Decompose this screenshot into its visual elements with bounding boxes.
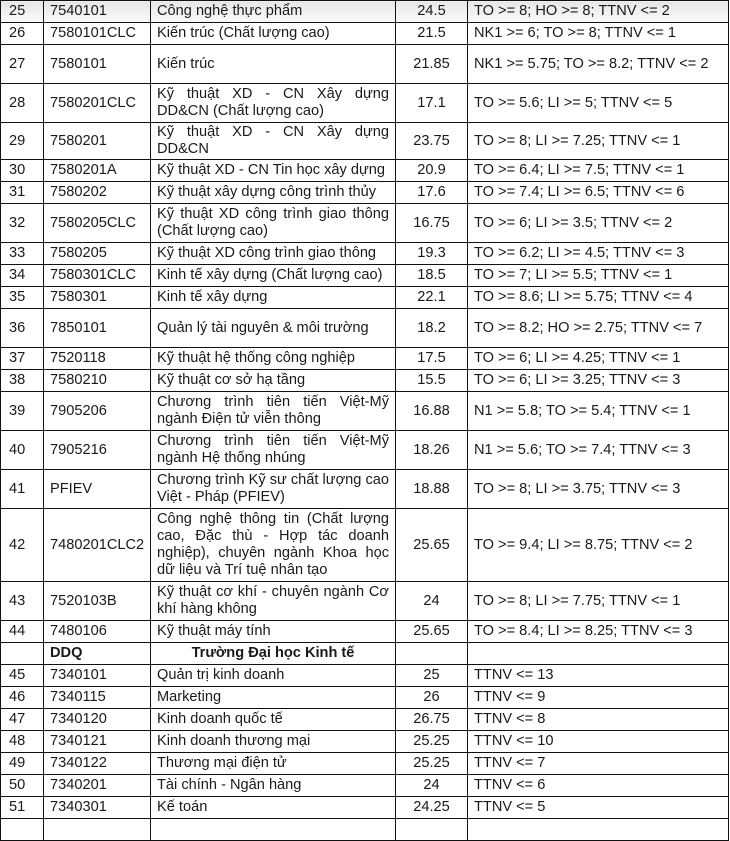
row-number: 35 (1, 287, 44, 309)
tie-break-criteria: TTNV <= 13 (468, 665, 729, 687)
table-row (1, 731, 729, 753)
row-number: 28 (1, 84, 44, 123)
table-row (1, 431, 729, 470)
major-code: 7340120 (44, 709, 151, 731)
table-row (1, 45, 729, 84)
table-row (1, 204, 729, 243)
row-number: 25 (1, 1, 44, 23)
table-row (1, 775, 729, 797)
tie-break-criteria: TO >= 8; HO >= 8; TTNV <= 2 (468, 1, 729, 23)
table-row (1, 687, 729, 709)
cutoff-score: 25.25 (396, 731, 468, 753)
tie-break-criteria (468, 643, 729, 665)
table-row (1, 509, 729, 582)
cutoff-score: 25 (396, 665, 468, 687)
cutoff-score: 16.75 (396, 204, 468, 243)
major-code: 7905206 (44, 392, 151, 431)
tie-break-criteria: TO >= 7; LI >= 5.5; TTNV <= 1 (468, 265, 729, 287)
table-row (1, 392, 729, 431)
tie-break-criteria: TO >= 6.4; LI >= 7.5; TTNV <= 1 (468, 160, 729, 182)
major-code: 7340122 (44, 753, 151, 775)
row-number: 39 (1, 392, 44, 431)
tie-break-criteria: TO >= 8; LI >= 7.25; TTNV <= 1 (468, 123, 729, 160)
table-row (1, 709, 729, 731)
major-name: Kỹ thuật XD công trình giao thông (151, 243, 396, 265)
tie-break-criteria: TO >= 9.4; LI >= 8.75; TTNV <= 2 (468, 509, 729, 582)
table-row (1, 348, 729, 370)
cutoff-score: 26 (396, 687, 468, 709)
tie-break-criteria: TTNV <= 10 (468, 731, 729, 753)
row-number (1, 819, 44, 841)
row-number: 36 (1, 309, 44, 348)
cutoff-score: 24 (396, 775, 468, 797)
major-code: 7580201CLC (44, 84, 151, 123)
cutoff-score: 17.6 (396, 182, 468, 204)
major-name: Kinh tế xây dựng (151, 287, 396, 309)
tie-break-criteria: TTNV <= 7 (468, 753, 729, 775)
tie-break-criteria: NK1 >= 6; TO >= 8; TTNV <= 1 (468, 23, 729, 45)
table-row (1, 84, 729, 123)
major-code: 7580205 (44, 243, 151, 265)
row-number: 46 (1, 687, 44, 709)
tie-break-criteria: TO >= 6.2; LI >= 4.5; TTNV <= 3 (468, 243, 729, 265)
row-number: 30 (1, 160, 44, 182)
tie-break-criteria: TO >= 6; LI >= 4.25; TTNV <= 1 (468, 348, 729, 370)
major-code: 7520118 (44, 348, 151, 370)
major-code: 7580301CLC (44, 265, 151, 287)
row-number: 50 (1, 775, 44, 797)
tie-break-criteria: TTNV <= 5 (468, 797, 729, 819)
table-row (1, 621, 729, 643)
table-row (1, 287, 729, 309)
major-name: Quản lý tài nguyên & môi trường (151, 309, 396, 348)
major-name: Kỹ thuật hệ thống công nghiệp (151, 348, 396, 370)
tie-break-criteria: TO >= 6; LI >= 3.5; TTNV <= 2 (468, 204, 729, 243)
row-number: 32 (1, 204, 44, 243)
row-number: 37 (1, 348, 44, 370)
major-name: Kỹ thuật cơ sở hạ tầng (151, 370, 396, 392)
major-name: Chương trình tiên tiến Việt-Mỹ ngành Điện tử viễn thông (151, 392, 396, 431)
table-row-partial (1, 819, 729, 841)
school-name: Trường Đại học Kinh tế (151, 643, 396, 665)
tie-break-criteria: TTNV <= 8 (468, 709, 729, 731)
row-number: 27 (1, 45, 44, 84)
major-code (44, 819, 151, 841)
tie-break-criteria (468, 819, 729, 841)
row-number: 49 (1, 753, 44, 775)
major-name: Kinh doanh quốc tế (151, 709, 396, 731)
major-code: PFIEV (44, 470, 151, 509)
tie-break-criteria: TO >= 8; LI >= 3.75; TTNV <= 3 (468, 470, 729, 509)
table-row (1, 1, 729, 23)
major-code: 7520103B (44, 582, 151, 621)
tie-break-criteria: TO >= 5.6; LI >= 5; TTNV <= 5 (468, 84, 729, 123)
major-name: Chương trình Kỹ sư chất lượng cao Việt - Pháp (PFIEV) (151, 470, 396, 509)
tie-break-criteria: TO >= 6; LI >= 3.25; TTNV <= 3 (468, 370, 729, 392)
major-code: 7580202 (44, 182, 151, 204)
major-name: Quản trị kinh doanh (151, 665, 396, 687)
row-number: 44 (1, 621, 44, 643)
school-code: DDQ (44, 643, 151, 665)
major-name: Kỹ thuật cơ khí - chuyên ngành Cơ khí hàng không (151, 582, 396, 621)
major-code: 7580101 (44, 45, 151, 84)
major-name: Kỹ thuật XD công trình giao thông (Chất lượng cao) (151, 204, 396, 243)
major-name: Kiến trúc (151, 45, 396, 84)
table-row (1, 370, 729, 392)
row-number: 43 (1, 582, 44, 621)
major-code: 7340121 (44, 731, 151, 753)
major-code: 7340301 (44, 797, 151, 819)
tie-break-criteria: TTNV <= 6 (468, 775, 729, 797)
major-name: Thương mại điện tử (151, 753, 396, 775)
cutoff-score: 17.1 (396, 84, 468, 123)
cutoff-score: 21.85 (396, 45, 468, 84)
major-code: 7580210 (44, 370, 151, 392)
major-code: 7850101 (44, 309, 151, 348)
cutoff-score: 23.75 (396, 123, 468, 160)
major-name: Kỹ thuật máy tính (151, 621, 396, 643)
cutoff-score: 18.88 (396, 470, 468, 509)
table-row (1, 309, 729, 348)
tie-break-criteria: TO >= 8.6; LI >= 5.75; TTNV <= 4 (468, 287, 729, 309)
major-name: Kinh tế xây dựng (Chất lượng cao) (151, 265, 396, 287)
cutoff-score: 18.26 (396, 431, 468, 470)
major-code: 7580201 (44, 123, 151, 160)
tie-break-criteria: N1 >= 5.8; TO >= 5.4; TTNV <= 1 (468, 392, 729, 431)
cutoff-score: 16.88 (396, 392, 468, 431)
tie-break-criteria: NK1 >= 5.75; TO >= 8.2; TTNV <= 2 (468, 45, 729, 84)
major-name: Công nghệ thông tin (Chất lượng cao, Đặc thù - Hợp tác doanh nghiệp), chuyên ngành Khoa học dữ liệu và Trí tuệ nhân tạo (151, 509, 396, 582)
major-code: 7480201CLC2 (44, 509, 151, 582)
major-code: 7540101 (44, 1, 151, 23)
row-number: 51 (1, 797, 44, 819)
cutoff-score (396, 643, 468, 665)
major-code: 7905216 (44, 431, 151, 470)
major-name: Tài chính - Ngân hàng (151, 775, 396, 797)
major-name: Kiến trúc (Chất lượng cao) (151, 23, 396, 45)
table-row (1, 265, 729, 287)
tie-break-criteria: N1 >= 5.6; TO >= 7.4; TTNV <= 3 (468, 431, 729, 470)
major-name: Công nghệ thực phẩm (151, 1, 396, 23)
tie-break-criteria: TO >= 8; LI >= 7.75; TTNV <= 1 (468, 582, 729, 621)
major-name: Marketing (151, 687, 396, 709)
row-number (1, 643, 44, 665)
table-row (1, 582, 729, 621)
cutoff-score: 25.65 (396, 509, 468, 582)
cutoff-score (396, 819, 468, 841)
major-code: 7340201 (44, 775, 151, 797)
cutoff-score: 24 (396, 582, 468, 621)
major-name: Chương trình tiên tiến Việt-Mỹ ngành Hệ thống nhúng (151, 431, 396, 470)
major-code: 7580205CLC (44, 204, 151, 243)
major-name: Kỹ thuật XD - CN Xây dựng DD&CN (151, 123, 396, 160)
tie-break-criteria: TO >= 8.2; HO >= 2.75; TTNV <= 7 (468, 309, 729, 348)
row-number: 42 (1, 509, 44, 582)
table-row (1, 182, 729, 204)
cutoff-score: 21.5 (396, 23, 468, 45)
cutoff-score: 26.75 (396, 709, 468, 731)
row-number: 34 (1, 265, 44, 287)
cutoff-score: 20.9 (396, 160, 468, 182)
cutoff-score: 19.3 (396, 243, 468, 265)
table-row (1, 665, 729, 687)
tie-break-criteria: TO >= 7.4; LI >= 6.5; TTNV <= 6 (468, 182, 729, 204)
major-code: 7340101 (44, 665, 151, 687)
major-code: 7340115 (44, 687, 151, 709)
major-code: 7580301 (44, 287, 151, 309)
major-name: Kinh doanh thương mại (151, 731, 396, 753)
row-number: 38 (1, 370, 44, 392)
major-name: Kế toán (151, 797, 396, 819)
row-number: 45 (1, 665, 44, 687)
row-number: 47 (1, 709, 44, 731)
major-name (151, 819, 396, 841)
major-code: 7580201A (44, 160, 151, 182)
table-row (1, 470, 729, 509)
cutoff-score: 25.65 (396, 621, 468, 643)
major-code: 7580101CLC (44, 23, 151, 45)
table-row (1, 160, 729, 182)
cutoff-score: 24.5 (396, 1, 468, 23)
row-number: 40 (1, 431, 44, 470)
cutoff-score: 18.5 (396, 265, 468, 287)
row-number: 31 (1, 182, 44, 204)
section-header-row (1, 643, 729, 665)
cutoff-score: 24.25 (396, 797, 468, 819)
tie-break-criteria: TTNV <= 9 (468, 687, 729, 709)
major-name: Kỹ thuật xây dựng công trình thủy (151, 182, 396, 204)
cutoff-score: 15.5 (396, 370, 468, 392)
table-row (1, 123, 729, 160)
cutoff-score: 18.2 (396, 309, 468, 348)
table-row (1, 797, 729, 819)
row-number: 29 (1, 123, 44, 160)
table-row (1, 243, 729, 265)
cutoff-score: 17.5 (396, 348, 468, 370)
table-row (1, 23, 729, 45)
major-name: Kỹ thuật XD - CN Xây dựng DD&CN (Chất lượng cao) (151, 84, 396, 123)
major-name: Kỹ thuật XD - CN Tin học xây dựng (151, 160, 396, 182)
table-row (1, 753, 729, 775)
row-number: 48 (1, 731, 44, 753)
row-number: 26 (1, 23, 44, 45)
tie-break-criteria: TO >= 8.4; LI >= 8.25; TTNV <= 3 (468, 621, 729, 643)
row-number: 41 (1, 470, 44, 509)
cutoff-score: 22.1 (396, 287, 468, 309)
row-number: 33 (1, 243, 44, 265)
major-code: 7480106 (44, 621, 151, 643)
cutoff-score: 25.25 (396, 753, 468, 775)
